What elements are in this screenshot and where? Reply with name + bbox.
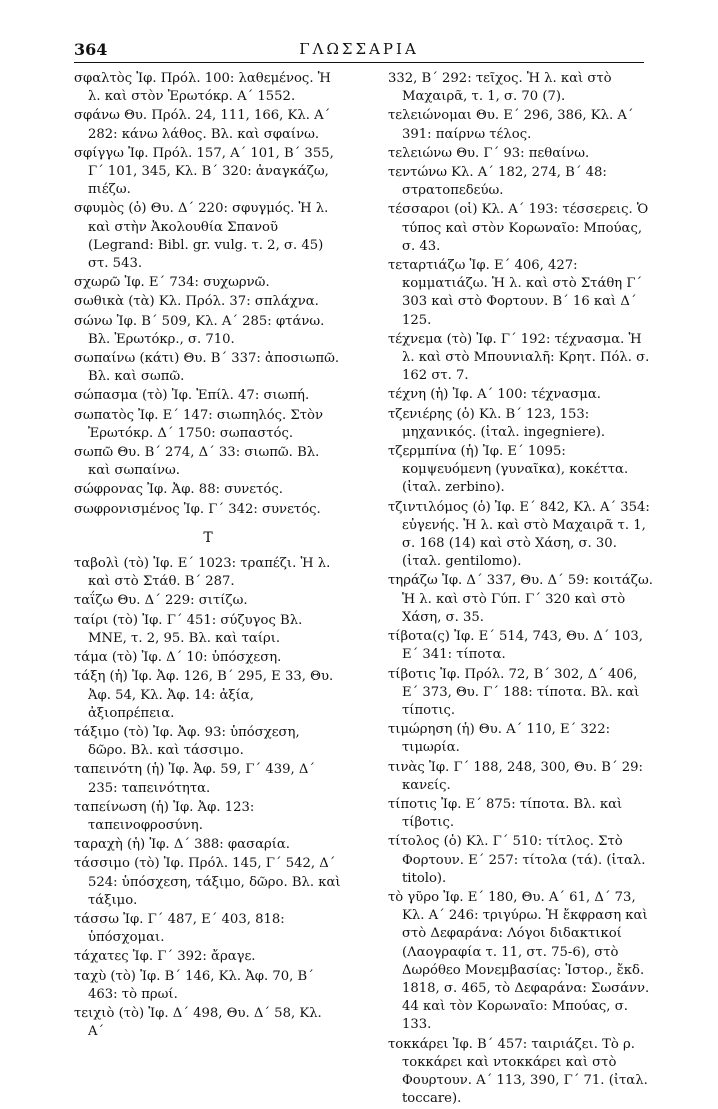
section-letter: Τ bbox=[203, 529, 213, 546]
glossary-entry: τίβοτα(ς) Ἰφ. Ε΄ 514, 743, Θυ. Δ΄ 103, Ε΄ 341: τίποτα. bbox=[388, 629, 643, 663]
glossary-entry: τάξη (ἡ) Ἰφ. Ἀφ. 126, Β΄ 295, Ε 33, Θυ. Ἀφ. 54, Κλ. Ἀφ. 14: ἀξία, ἀξιοπρέπεια. bbox=[74, 669, 334, 721]
glossary-entry: τίτολος (ὁ) Κλ. Γ΄ 510: τίτλος. Στὸ Φορτουν. Ε΄ 257: τίτολα (τά). (ἰταλ. titolo). bbox=[388, 834, 646, 886]
glossary-entry: σωφρονισμένος Ἰφ. Γ΄ 342: συνετός. bbox=[74, 501, 321, 517]
glossary-entry: τὸ γῦρο Ἰφ. Ε΄ 180, Θυ. Α΄ 61, Δ΄ 73, Κλ. Α΄ 246: τριγύρω. Ἡ ἔκφραση καὶ στὸ Δεφαράνα: Λόγοι διδακτικοί (Λαογραφία τ. 11, στ. 75-6), στὸ Δωρόθεο Μονεμβασίας: Ἱστορ., ἔκδ. 1818, σ. 465, τὸ Δεφαράνα: Σωσάνν. 44 καὶ τὸν Κορωναῖο: Μπούας, σ. 133. bbox=[388, 889, 650, 1033]
glossary-entry: τελειώνομαι Θυ. Ε΄ 296, 386, Κλ. Α΄ 391: παίρνω τέλος. bbox=[388, 108, 634, 142]
glossary-entry: τίβοτις Ἰφ. Πρόλ. 72, Β΄ 302, Δ΄ 406, Ε΄ 373, Θυ. Γ΄ 188: τίποτα. Βλ. καὶ τίποτις. bbox=[388, 666, 640, 718]
right-column bbox=[388, 70, 656, 1109]
glossary-entry: τάμα (τὸ) Ἰφ. Δ΄ 10: ὑπόσχεση. bbox=[74, 650, 282, 666]
glossary-entry: τάξιμο (τὸ) Ἰφ. Ἀφ. 93: ὑπόσχεση, δῶρο. Βλ. καὶ τάσσιμο. bbox=[74, 724, 300, 759]
glossary-entry: τηράζω Ἰφ. Δ΄ 337, Θυ. Δ΄ 59: κοιτάζω. Ἡ λ. καὶ στὸ Γύπ. Γ΄ 320 καὶ στὸ Χάση, σ. 35. bbox=[388, 573, 653, 625]
page-header bbox=[74, 38, 644, 63]
glossary-entry: τζιντιλόμος (ὁ) Ἰφ. Ε΄ 842, Κλ. Α΄ 354: εὐγενής. Ἡ λ. καὶ στὸ Μαχαιρᾶ τ. 1, σ. 168 (14) καὶ στὸ Χάση, σ. 30. (ἰταλ. gentilomo). bbox=[388, 499, 650, 570]
glossary-entry: τελειώνω Θυ. Γ΄ 93: πεθαίνω. bbox=[388, 145, 590, 161]
glossary-entry: σώνω Ἰφ. Β΄ 509, Κλ. Α΄ 285: φτάνω. Βλ. Ἐρωτόκρ., σ. 710. bbox=[74, 313, 325, 347]
glossary-entry: τάσσιμο (τὸ) Ἰφ. Πρόλ. 145, Γ΄ 542, Δ΄ 524: ὑπόσχεση, τάξιμο, δῶρο. Βλ. καὶ τάξιμο. bbox=[74, 856, 341, 908]
glossary-entry: 332, Β΄ 292: τεῖχος. Ἡ λ. καὶ στὸ Μαχαιρᾶ, τ. 1, σ. 70 (7). bbox=[388, 71, 612, 105]
glossary-entry: σφάνω Θυ. Πρόλ. 24, 111, 166, Κλ. Α΄ 282: κάνω λάθος. Βλ. καὶ σφαίνω. bbox=[74, 108, 331, 142]
glossary-entry: ταπείνωση (ἡ) Ἰφ. Ἀφ. 123: ταπεινοφροσύνη. bbox=[74, 799, 255, 833]
glossary-entry: τιμώρηση (ἡ) Θυ. Α΄ 110, Ε΄ 322: τιμωρία. bbox=[388, 722, 611, 756]
glossary-entry: ταΐζω Θυ. Δ΄ 229: σιτίζω. bbox=[74, 593, 248, 609]
glossary-entry: σχωρῶ Ἰφ. Ε΄ 734: συχωρνῶ. bbox=[74, 275, 270, 291]
glossary-entry: τεντώνω Κλ. Α΄ 182, 274, Β΄ 48: στρατοπεδεύω. bbox=[388, 165, 607, 199]
glossary-entry: τέχνεμα (τὸ) Ἰφ. Γ΄ 192: τέχνασμα. Ἡ λ. καὶ στὸ Μπουνιαλῆ: Κρητ. Πόλ. σ. 162 στ. 7. bbox=[388, 331, 650, 384]
glossary-entry: ταραχὴ (ἡ) Ἰφ. Δ΄ 388: φασαρία. bbox=[74, 837, 290, 853]
glossary-entry: ταβολὶ (τὸ) Ἰφ. Ε΄ 1023: τραπέζι. Ἡ λ. καὶ στὸ Στάθ. Β΄ 287. bbox=[74, 556, 331, 590]
glossary-entry: σωπαίνω (κάτι) Θυ. Β΄ 337: ἀποσιωπῶ. Βλ. καὶ σωπῶ. bbox=[74, 351, 340, 385]
glossary-entry: τοκκάρει Ἰφ. Β΄ 457: ταιριάζει. Τὸ ρ. τοκκάρει καὶ ντοκκάρει καὶ στὸ Φουρτουν. Α΄ 113, 390, Γ΄ 71. (ἰταλ. toccare). bbox=[388, 1036, 648, 1107]
glossary-entry: ταίρι (τὸ) Ἰφ. Γ΄ 451: σύζυγος Βλ. ΜΝΕ, τ. 2, 95. Βλ. καὶ ταίρι. bbox=[74, 612, 303, 646]
glossary-entry: τειχιὸ (τὸ) Ἰφ. Δ΄ 498, Θυ. Δ΄ 58, Κλ. Α΄ bbox=[74, 1005, 322, 1040]
glossary-entry: σωπῶ Θυ. Β΄ 274, Δ΄ 33: σιωπῶ. Βλ. καὶ σωπαίνω. bbox=[74, 445, 320, 479]
glossary-entry: σφίγγω Ἰφ. Πρόλ. 157, Α΄ 101, Β΄ 355, Γ΄ 101, 345, Κλ. Β΄ 320: ἀναγκάζω, πιέζω. bbox=[74, 145, 334, 198]
glossary-entry: σώφρονας Ἰφ. Ἀφ. 88: συνετός. bbox=[74, 482, 283, 498]
page-number: 364 bbox=[74, 40, 108, 59]
glossary-entry: τζενιέρης (ὁ) Κλ. Β΄ 123, 153: μηχανικός. (ἰταλ. ingegniere). bbox=[388, 406, 606, 440]
glossary-entry: ταχὺ (τὸ) Ἰφ. Β΄ 146, Κλ. Ἀφ. 70, Β΄ 463: τὸ πρωί. bbox=[74, 968, 314, 1002]
glossary-entry: σωπατὸς Ἰφ. Ε΄ 147: σιωπηλός. Στὸν Ἐρωτόκρ. Δ΄ 1750: σωπαστός. bbox=[74, 407, 323, 441]
glossary-entry: τάσσω Ἰφ. Γ΄ 487, Ε΄ 403, 818: ὑπόσχομαι. bbox=[74, 911, 285, 946]
glossary-entry: σφαλτὸς Ἰφ. Πρόλ. 100: λαθεμένος. Ἡ λ. καὶ στὸν Ἐρωτόκρ. Α΄ 1552. bbox=[74, 71, 331, 105]
glossary-entry: τεταρτιάζω Ἰφ. Ε΄ 406, 427: κομματιάζω. Ἡ λ. καὶ στὸ Στάθη Γ΄ 303 καὶ στὸ Φορτουν. Β΄ 16 καὶ Δ΄ 125. bbox=[388, 258, 643, 328]
glossary-entry: τάχατες Ἰφ. Γ΄ 392: ἄραγε. bbox=[74, 949, 256, 965]
glossary-entry: ταπεινότη (ἡ) Ἰφ. Ἀφ. 59, Γ΄ 439, Δ΄ 235: ταπεινότητα. bbox=[74, 762, 316, 796]
glossary-entry: τέχνη (ἡ) Ἰφ. Α΄ 100: τέχνασμα. bbox=[388, 387, 601, 403]
left-column bbox=[74, 70, 342, 1042]
running-head: ΓΛΩΣΣΑΡΙΑ bbox=[299, 40, 419, 58]
glossary-entry: τίποτις Ἰφ. Ε΄ 875: τίποτα. Βλ. καὶ τίβοτις. bbox=[388, 796, 623, 831]
glossary-entry: τινὰς Ἰφ. Γ΄ 188, 248, 300, Θυ. Β΄ 29: κανείς. bbox=[388, 759, 643, 793]
glossary-section-sigma bbox=[74, 70, 342, 519]
glossary-entry: τζερμπίνα (ἡ) Ἰφ. Ε΄ 1095: κομψευόμενη (γυναῖκα), κοκέττα. (ἰταλ. zerbino). bbox=[388, 444, 629, 496]
glossary-entry: σφυμὸς (ὁ) Θυ. Δ΄ 220: σφυγμός. Ἡ λ. καὶ στὴν Ἀκολουθία Σπανοῦ (Legrand: Bibl. gr. vulg. τ. 2, σ. 45) στ. 543. bbox=[74, 201, 329, 272]
glossary-entry: τέσσαροι (οἱ) Κλ. Α΄ 193: τέσσερεις. Ὁ τύπος καὶ στὸν Κορωναῖο: Μπούας, σ. 43. bbox=[388, 202, 649, 254]
glossary-entry: σώπασμα (τὸ) Ἰφ. Ἐπίλ. 47: σιωπή. bbox=[74, 388, 310, 404]
glossary-section-tau bbox=[74, 555, 342, 1041]
glossary-entry: σωθικὰ (τὰ) Κλ. Πρόλ. 37: σπλάχνα. bbox=[74, 294, 319, 310]
